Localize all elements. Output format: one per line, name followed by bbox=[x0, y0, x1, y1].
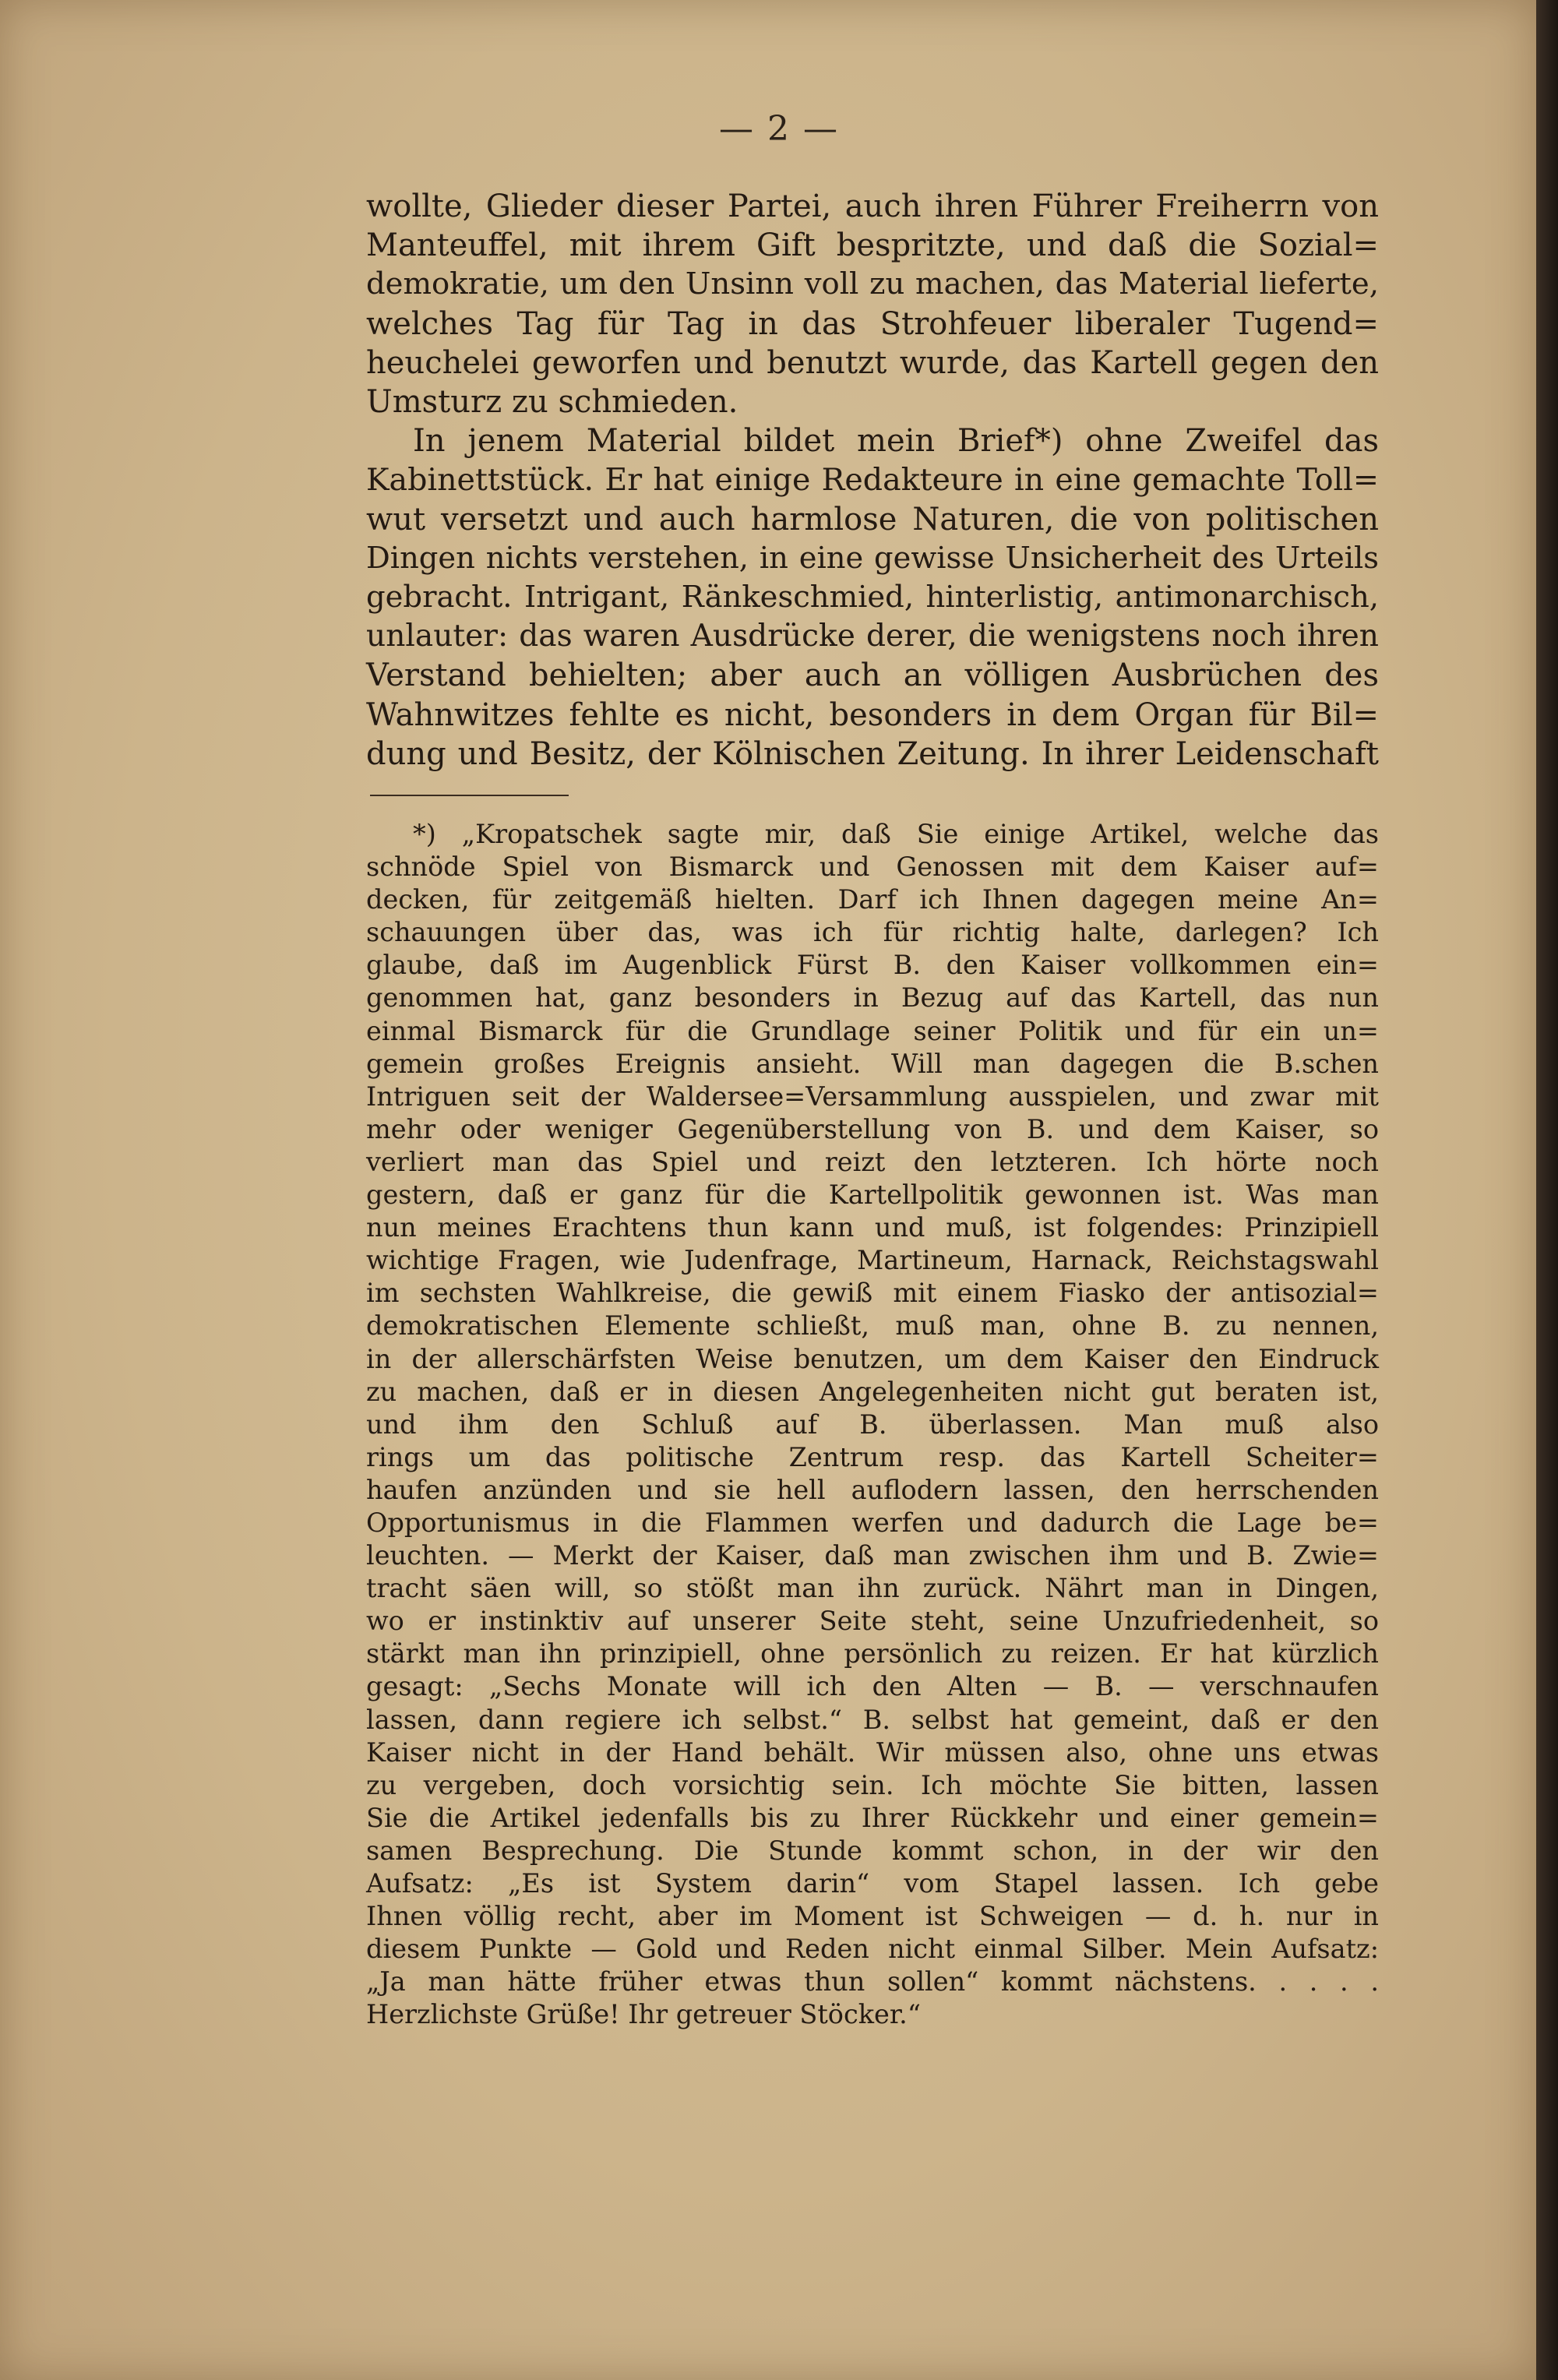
footnote-line: in der allerschärfsten Weise benutzen, um dem Kaiser den Eindruck bbox=[366, 1343, 1379, 1374]
footnote-line: diesem Punkte — Gold und Reden nicht einmal Silber. Mein Aufsatz: bbox=[366, 1934, 1379, 1965]
footnote-line: stärkt man ihn prinzipiell, ohne persönlich zu reizen. Er hat kürzlich bbox=[366, 1638, 1379, 1670]
footnote-line: lassen, dann regiere ich selbst.“ B. selbst hat gemeint, daß er den bbox=[366, 1704, 1379, 1735]
text-line: gebracht. Intrigant, Ränkeschmied, hinterlistig, antimonarchisch, bbox=[366, 580, 1379, 615]
footnote-line: einmal Bismarck für die Grundlage seiner Politik und für ein un= bbox=[366, 1015, 1379, 1046]
footnote-line: tracht säen will, so stößt man ihn zurück. Nährt man in Dingen, bbox=[366, 1573, 1379, 1604]
footnote-line: wichtige Fragen, wie Judenfrage, Martineum, Harnack, Reichstagswahl bbox=[366, 1245, 1379, 1276]
footnote-line: leuchten. — Merkt der Kaiser, daß man zwischen ihm und B. Zwie= bbox=[366, 1540, 1379, 1571]
text-line: Verstand behielten; aber auch an völligen Ausbrüchen des bbox=[366, 658, 1379, 694]
footnote-line: Ihnen völlig recht, aber im Moment ist Schweigen — d. h. nur in bbox=[366, 1901, 1379, 1932]
footnote-line: mehr oder weniger Gegenüberstellung von B. und dem Kaiser, so bbox=[366, 1113, 1379, 1144]
text-line: wut versetzt und auch harmlose Naturen, die von politischen bbox=[366, 501, 1379, 538]
footnote-line: „Ja man hätte früher etwas thun sollen“ kommt nächstens. . . . . bbox=[366, 1966, 1379, 1997]
text-line: demokratie, um den Unsinn voll zu machen, das Material lieferte, bbox=[366, 266, 1379, 302]
page-edge-shadow bbox=[1536, 0, 1558, 2380]
text-line: welches Tag für Tag in das Strohfeuer liberaler Tugend= bbox=[366, 305, 1379, 342]
main-text bbox=[366, 187, 1379, 774]
footnote-line: Aufsatz: „Es ist System darin“ vom Stapel lassen. Ich gebe bbox=[366, 1868, 1379, 1899]
footnote-line: genommen hat, ganz besonders in Bezug auf das Kartell, das nun bbox=[366, 982, 1379, 1014]
text-line: heuchelei geworfen und benutzt wurde, das Kartell gegen den bbox=[366, 344, 1379, 381]
footnote-line: rings um das politische Zentrum resp. das Kartell Scheiter= bbox=[366, 1441, 1379, 1472]
footnote-line: und ihm den Schluß auf B. überlassen. Man muß also bbox=[366, 1409, 1379, 1440]
text-line: Kabinettstück. Er hat einige Redakteure in eine gemachte Toll= bbox=[366, 462, 1379, 499]
footnote-line: gemein großes Ereignis ansieht. Will man dagegen die B.schen bbox=[366, 1048, 1379, 1079]
footnote-line: Sie die Artikel jedenfalls bis zu Ihrer Rückkehr und einer gemein= bbox=[366, 1802, 1379, 1833]
footnote-line: *) „Kropatschek sagte mir, daß Sie einige Artikel, welche das bbox=[413, 819, 1379, 849]
text-line: Dingen nichts verstehen, in eine gewisse Unsicherheit des Urteils bbox=[366, 540, 1379, 576]
footnote-line: glaube, daß im Augenblick Fürst B. den Kaiser vollkommen ein= bbox=[366, 950, 1379, 981]
footnote-line: nun meines Erachtens thun kann und muß, ist folgendes: Prinzipiell bbox=[366, 1212, 1379, 1243]
footnote-line: schnöde Spiel von Bismarck und Genossen mit dem Kaiser auf= bbox=[366, 852, 1379, 883]
footnote-line: Intriguen seit der Waldersee=Versammlung ausspielen, und zwar mit bbox=[366, 1081, 1379, 1112]
footnote-line: verliert man das Spiel und reizt den letzteren. Ich hörte noch bbox=[366, 1146, 1379, 1177]
text-line: wollte, Glieder dieser Partei, auch ihren Führer Freiherrn von bbox=[366, 189, 1379, 224]
text-line: unlauter: das waren Ausdrücke derer, die wenigstens noch ihren bbox=[366, 619, 1379, 654]
footnote-line: wo er instinktiv auf unserer Seite steht, seine Unzufriedenheit, so bbox=[366, 1606, 1379, 1637]
footnote-line: haufen anzünden und sie hell auflodern lassen, den herrschenden bbox=[366, 1474, 1379, 1505]
text-line: Manteuffel, mit ihrem Gift bespritzte, und daß die Sozial= bbox=[366, 227, 1379, 264]
footnote-divider bbox=[370, 795, 569, 796]
page-number: — 2 — bbox=[719, 109, 839, 149]
footnote-line: gestern, daß er ganz für die Kartellpolitik gewonnen ist. Was man bbox=[366, 1179, 1379, 1211]
text-line: dung und Besitz, der Kölnischen Zeitung. In ihrer Leidenschaft bbox=[366, 735, 1379, 772]
footnote-line: demokratischen Elemente schließt, muß man, ohne B. zu nennen, bbox=[366, 1310, 1379, 1342]
footnote-line: Kaiser nicht in der Hand behält. Wir müssen also, ohne uns etwas bbox=[366, 1737, 1379, 1768]
footnote-line: zu vergeben, doch vorsichtig sein. Ich möchte Sie bitten, lassen bbox=[366, 1769, 1379, 1800]
footnote-line: im sechsten Wahlkreise, die gewiß mit einem Fiasko der antisozial= bbox=[366, 1278, 1379, 1309]
footnote-line: samen Besprechung. Die Stunde kommt schon, in der wir den bbox=[366, 1835, 1379, 1866]
footnote-line: zu machen, daß er in diesen Angelegenheiten nicht gut beraten ist, bbox=[366, 1376, 1379, 1407]
footnote-line: Opportunismus in die Flammen werfen und dadurch die Lage be= bbox=[366, 1507, 1379, 1538]
footnote-line: gesagt: „Sechs Monate will ich den Alten — B. — verschnaufen bbox=[366, 1671, 1379, 1702]
text-line: Wahnwitzes fehlte es nicht, besonders in dem Organ für Bil= bbox=[366, 696, 1379, 733]
text-line: Umsturz zu schmieden. bbox=[366, 384, 738, 421]
footnote-line: schauungen über das, was ich für richtig halte, darlegen? Ich bbox=[366, 917, 1379, 948]
text-line: In jenem Material bildet mein Brief*) ohne Zweifel das bbox=[413, 423, 1379, 460]
footnote bbox=[366, 818, 1379, 2031]
footnote-line: decken, für zeitgemäß hielten. Darf ich Ihnen dagegen meine An= bbox=[366, 884, 1379, 915]
footnote-line: Herzlichste Grüße! Ihr getreuer Stöcker.“ bbox=[366, 1999, 921, 2030]
